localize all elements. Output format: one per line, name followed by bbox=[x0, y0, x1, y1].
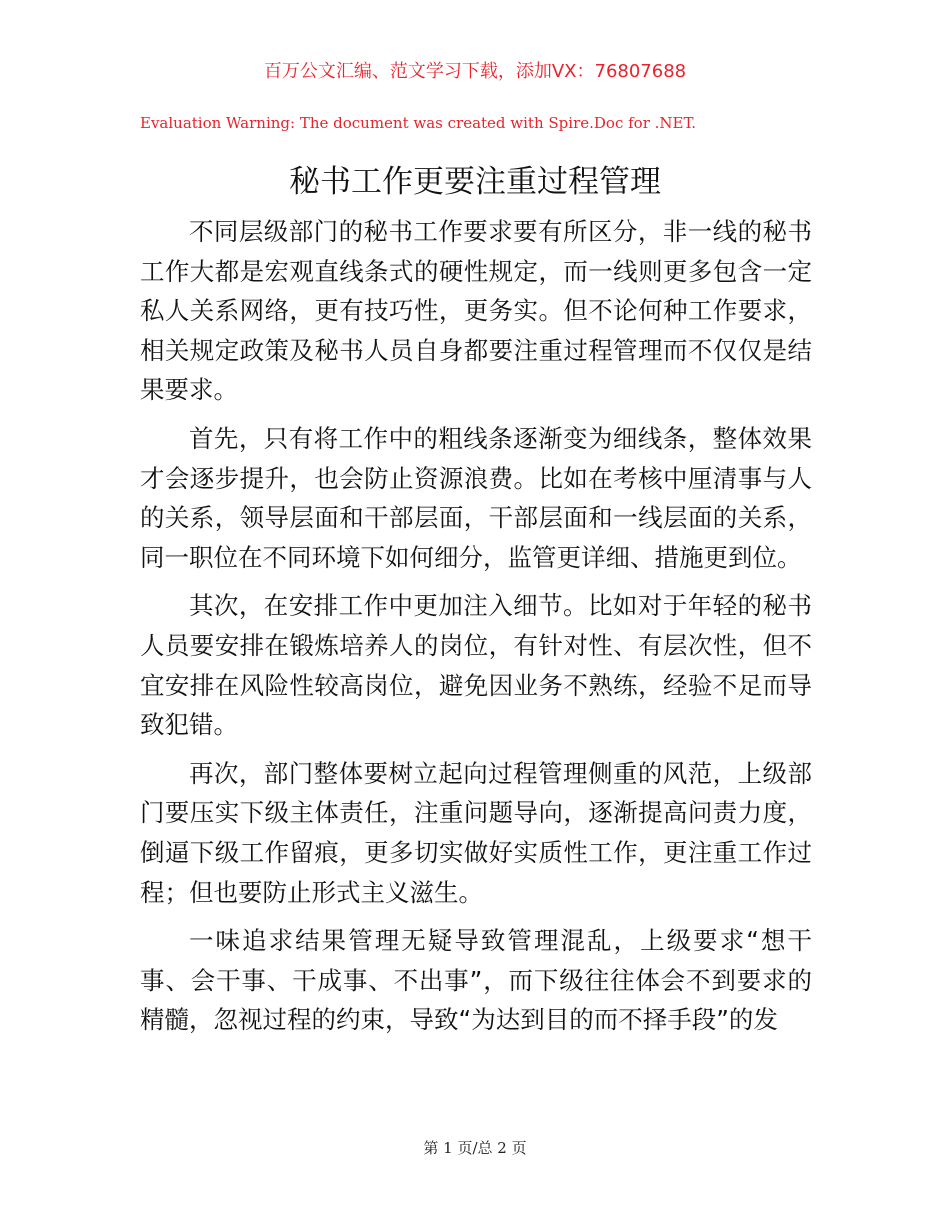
document-title: 秘书工作更要注重过程管理 bbox=[289, 164, 661, 200]
document-body bbox=[140, 212, 812, 1049]
paragraph: 再次，部门整体要树立起向过程管理侧重的风范，上级部门要压实下级主体责任，注重问题导向，逐渐提高问责力度，倒逼下级工作留痕，更多切实做好实质性工作，更注重工作过程；但也要防止形式主义滋生。 bbox=[140, 758, 812, 907]
page-number-footer: 第 1 页/总 2 页 bbox=[423, 1139, 527, 1157]
paragraph: 首先，只有将工作中的粗线条逐渐变为细线条，整体效果才会逐步提升，也会防止资源浪费。比如在考核中厘清事与人的关系，领导层面和干部层面，干部层面和一线层面的关系，同一职位在不同环境下如何细分，监管更详细、措施更到位。 bbox=[140, 423, 812, 572]
paragraph: 其次，在安排工作中更加注入细节。比如对于年轻的秘书人员要安排在锻炼培养人的岗位，有针对性、有层次性，但不宜安排在风险性较高岗位，避免因业务不熟练，经验不足而导致犯错。 bbox=[140, 591, 812, 740]
evaluation-warning: Evaluation Warning: The document was created with Spire.Doc for .NET. bbox=[140, 114, 697, 132]
paragraph: 不同层级部门的秘书工作要求要有所区分，非一线的秘书工作大都是宏观直线条式的硬性规定，而一线则更多包含一定私人关系网络，更有技巧性，更务实。但不论何种工作要求，相关规定政策及秘书人员自身都要注重过程管理而不仅仅是结果要求。 bbox=[140, 217, 812, 405]
promo-header: 百万公文汇编、范文学习下载，添加VX：76807688 bbox=[263, 61, 687, 82]
paragraph: 一味追求结果管理无疑导致管理混乱，上级要求“想干事、会干事、干成事、不出事”，而下级往往体会不到要求的精髓，忽视过程的约束，导致“为达到目的而不择手段”的发 bbox=[140, 926, 812, 1035]
